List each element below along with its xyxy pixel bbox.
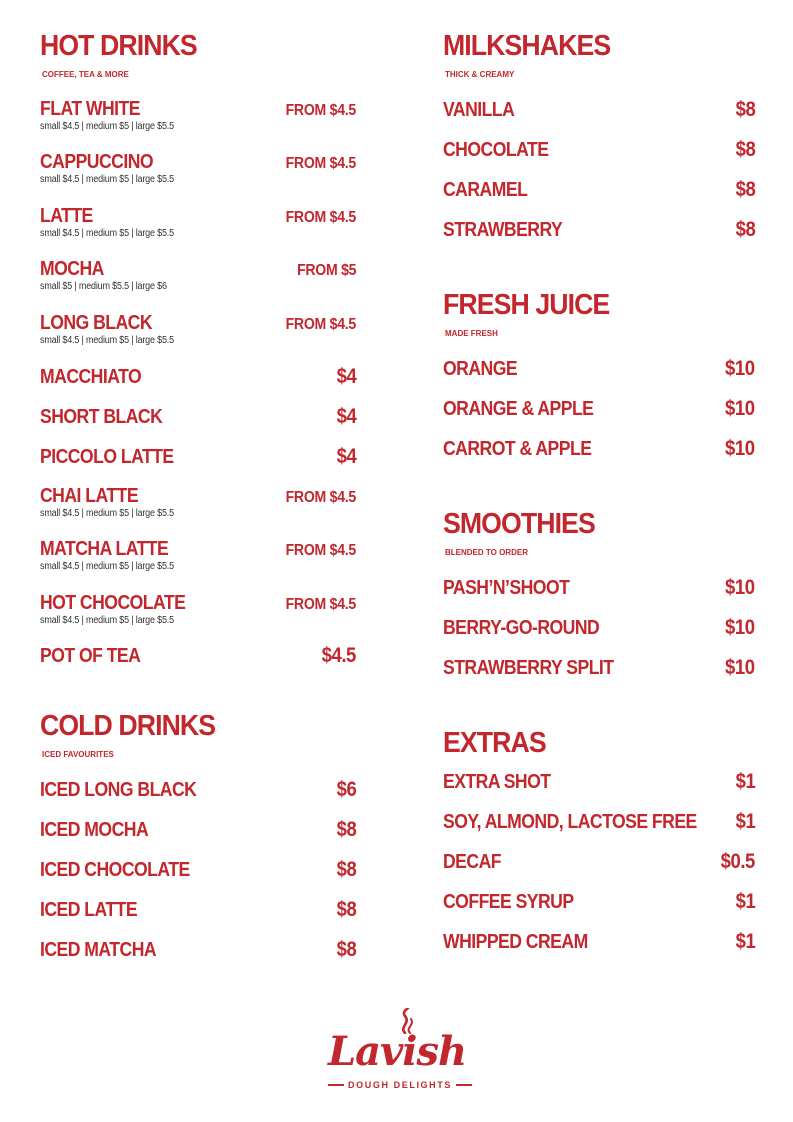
section-milkshakes <box>443 30 755 80</box>
item-name: HOT CHOCOLATE <box>40 592 186 614</box>
item-name: EXTRA SHOT <box>443 771 551 793</box>
item-name: CHOCOLATE <box>443 139 549 161</box>
section-fresh-juice <box>443 289 755 339</box>
item-sizes: small $5 | medium $5.5 | large $6 <box>40 281 167 292</box>
item-sizes: small $4.5 | medium $5 | large $5.5 <box>40 335 174 346</box>
section-title: MILKSHAKES <box>443 30 611 62</box>
item-price: FROM $4.5 <box>285 489 356 506</box>
menu-item-flat-white <box>40 98 356 151</box>
item-name: CHAI LATTE <box>40 485 139 507</box>
menu-item-iced-long-black <box>40 779 356 819</box>
section-title: COLD DRINKS <box>40 710 216 742</box>
menu-item-strawberry <box>443 219 755 249</box>
section-smoothies <box>443 508 755 558</box>
menu-item-caramel <box>443 179 755 219</box>
item-sizes: small $4.5 | medium $5 | large $5.5 <box>40 615 174 626</box>
item-price: $10 <box>725 437 755 460</box>
item-name: SOY, ALMOND, LACTOSE FREE <box>443 811 697 833</box>
item-price: FROM $4.5 <box>285 102 356 119</box>
extras-list <box>443 771 755 961</box>
item-price: $4 <box>336 405 356 428</box>
item-name: ICED MOCHA <box>40 819 149 841</box>
item-name: VANILLA <box>443 99 515 121</box>
menu-item-milk-alternatives <box>443 811 755 851</box>
menu-item-vanilla <box>443 99 755 139</box>
section-subtitle: MADE FRESH <box>445 329 498 338</box>
item-price: $10 <box>725 656 755 679</box>
item-name: LONG BLACK <box>40 312 153 334</box>
item-name: WHIPPED CREAM <box>443 931 588 953</box>
item-name: ICED LATTE <box>40 899 138 921</box>
section-subtitle: COFFEE, TEA & MORE <box>42 70 129 79</box>
item-price: FROM $4.5 <box>285 542 356 559</box>
item-name: CARAMEL <box>443 179 528 201</box>
menu-item-chocolate <box>443 139 755 179</box>
item-price: $1 <box>735 890 755 913</box>
item-name: PICCOLO LATTE <box>40 446 174 468</box>
item-price: $8 <box>735 178 755 201</box>
menu-item-long-black <box>40 312 356 366</box>
milkshakes-list <box>443 99 755 249</box>
menu-item-coffee-syrup <box>443 891 755 931</box>
tagline-rule-left <box>328 1084 344 1086</box>
section-cold-drinks <box>40 710 356 760</box>
item-sizes: small $4.5 | medium $5 | large $5.5 <box>40 174 174 185</box>
section-title: EXTRAS <box>443 727 546 759</box>
item-price: $8 <box>735 98 755 121</box>
menu-item-extra-shot <box>443 771 755 811</box>
section-subtitle: ICED FAVOURITES <box>42 750 114 759</box>
item-name: ICED CHOCOLATE <box>40 859 190 881</box>
cold-drinks-list <box>40 779 356 969</box>
logo-tagline-row <box>320 1080 480 1090</box>
section-hot-drinks <box>40 30 356 80</box>
menu-item-latte <box>40 205 356 258</box>
menu-item-piccolo-latte <box>40 446 356 485</box>
item-price: $8 <box>735 218 755 241</box>
smoothies-list <box>443 577 755 687</box>
item-price: $1 <box>735 930 755 953</box>
menu-item-pot-of-tea <box>40 645 356 675</box>
menu-item-chai-latte <box>40 485 356 538</box>
section-extras <box>443 727 755 759</box>
menu-item-iced-mocha <box>40 819 356 859</box>
item-price: FROM $5 <box>296 262 356 279</box>
menu-item-whipped-cream <box>443 931 755 961</box>
menu-item-matcha-latte <box>40 538 356 592</box>
item-price: $10 <box>725 397 755 420</box>
section-subtitle: THICK & CREAMY <box>445 70 515 79</box>
item-sizes: small $4.5 | medium $5 | large $5.5 <box>40 121 174 132</box>
item-price: $6 <box>336 778 356 801</box>
item-price: $8 <box>735 138 755 161</box>
hot-drinks-list <box>40 98 356 675</box>
menu-item-berry-go-round <box>443 617 755 657</box>
brand-logo <box>320 1008 480 1098</box>
menu-item-hot-chocolate <box>40 592 356 645</box>
menu-item-iced-latte <box>40 899 356 939</box>
section-title: HOT DRINKS <box>40 30 197 62</box>
item-price: FROM $4.5 <box>285 209 356 226</box>
section-subtitle: BLENDED TO ORDER <box>445 548 528 557</box>
item-name: ICED MATCHA <box>40 939 157 961</box>
item-name: POT OF TEA <box>40 645 141 667</box>
item-price: $8 <box>336 898 356 921</box>
logo-tagline: DOUGH DELIGHTS <box>348 1080 452 1090</box>
section-title: SMOOTHIES <box>443 508 595 540</box>
menu-item-mocha <box>40 258 356 312</box>
menu-item-iced-matcha <box>40 939 356 969</box>
item-name: MATCHA LATTE <box>40 538 169 560</box>
item-name: ICED LONG BLACK <box>40 779 197 801</box>
menu-item-iced-chocolate <box>40 859 356 899</box>
item-price: $8 <box>336 858 356 881</box>
item-price: $4 <box>336 445 356 468</box>
item-name: DECAF <box>443 851 501 873</box>
item-price: $4 <box>336 365 356 388</box>
item-price: $0.5 <box>720 850 755 873</box>
item-sizes: small $4.5 | medium $5 | large $5.5 <box>40 228 174 239</box>
item-price: FROM $4.5 <box>285 155 356 172</box>
tagline-rule-right <box>456 1084 472 1086</box>
item-name: PASH’N’SHOOT <box>443 577 570 599</box>
item-name: BERRY-GO-ROUND <box>443 617 600 639</box>
menu-item-decaf <box>443 851 755 891</box>
item-name: ORANGE & APPLE <box>443 398 594 420</box>
menu-item-carrot-apple <box>443 438 755 468</box>
section-title: FRESH JUICE <box>443 289 610 321</box>
item-price: $1 <box>735 770 755 793</box>
menu-item-orange-apple <box>443 398 755 438</box>
item-price: FROM $4.5 <box>285 316 356 333</box>
item-price: FROM $4.5 <box>285 596 356 613</box>
item-name: MACCHIATO <box>40 366 142 388</box>
menu-item-macchiato <box>40 366 356 406</box>
item-name: SHORT BLACK <box>40 406 163 428</box>
item-price: $10 <box>725 357 755 380</box>
item-sizes: small $4.5 | medium $5 | large $5.5 <box>40 508 174 519</box>
item-name: CARROT & APPLE <box>443 438 592 460</box>
logo-wordmark: Lavish <box>328 1028 467 1075</box>
item-name: STRAWBERRY <box>443 219 563 241</box>
menu-item-pash-n-shoot <box>443 577 755 617</box>
item-name: LATTE <box>40 205 93 227</box>
item-price: $10 <box>725 576 755 599</box>
item-sizes: small $4.5 | medium $5 | large $5.5 <box>40 561 174 572</box>
item-name: FLAT WHITE <box>40 98 140 120</box>
item-price: $1 <box>735 810 755 833</box>
item-name: COFFEE SYRUP <box>443 891 574 913</box>
item-price: $10 <box>725 616 755 639</box>
menu-item-short-black <box>40 406 356 446</box>
item-name: MOCHA <box>40 258 104 280</box>
item-price: $8 <box>336 818 356 841</box>
item-price: $8 <box>336 938 356 961</box>
menu-item-strawberry-split <box>443 657 755 687</box>
item-name: STRAWBERRY SPLIT <box>443 657 614 679</box>
item-name: ORANGE <box>443 358 518 380</box>
menu-item-cappuccino <box>40 151 356 205</box>
item-name: CAPPUCCINO <box>40 151 154 173</box>
fresh-juice-list <box>443 358 755 468</box>
item-price: $4.5 <box>321 644 356 667</box>
menu-item-orange <box>443 358 755 398</box>
